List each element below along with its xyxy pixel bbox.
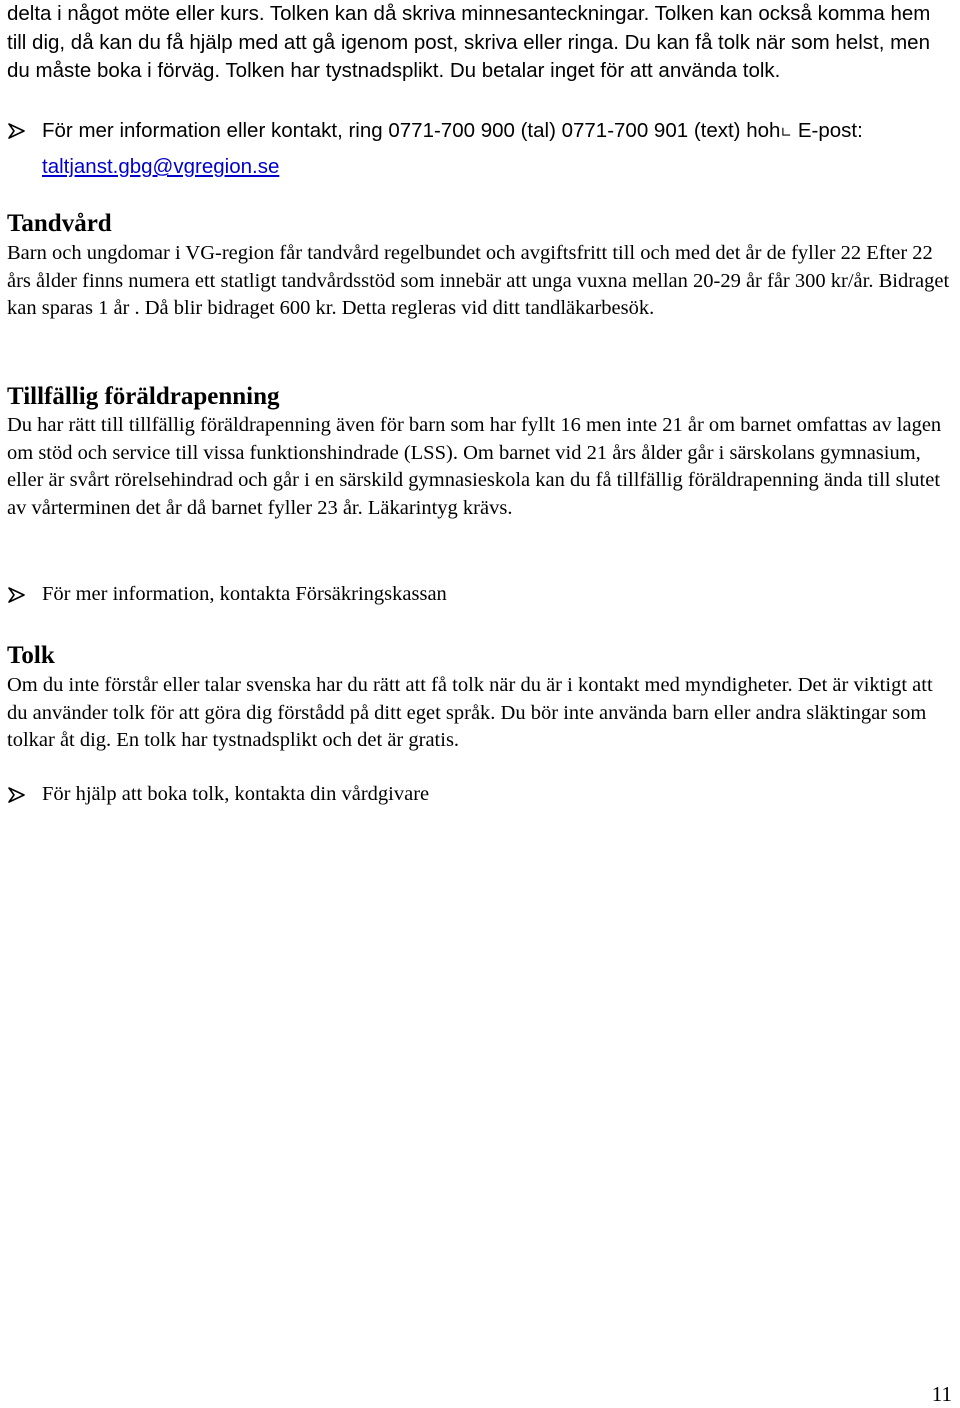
foraldrapenning-bullet [7, 578, 953, 611]
tandvard-paragraph: Barn och ungdomar i VG-region får tandvård regelbundet och avgiftsfritt till och med det år de fyller 22 Efter 22 års ålder finns numera ett statligt tandvårdsstöd som innebär att unga vuxna mellan 20-29 år får 300 kr/år. Bidraget kan sparas 1 år . Då blir bidraget 600 kr. Detta regleras vid ditt tandläkarbesök. [7, 242, 950, 319]
contact-lead: För mer information eller kontakt, ring [42, 119, 389, 142]
arrowhead-bullet-icon [7, 578, 42, 611]
section-heading-tolk: Tolk [7, 642, 55, 669]
arrowhead-bullet-icon [7, 114, 42, 183]
arrowhead-bullet-icon [7, 778, 42, 811]
tolk-bullet [7, 778, 953, 811]
email-link[interactable]: taltjanst.gbg@vgregion.se [42, 155, 280, 178]
section-heading-tandvard: Tandvård [7, 210, 112, 237]
tolk-bullet-text: För hjälp att boka tolk, kontakta din vårdgivare [42, 783, 430, 805]
contact-phone-numbers: 0771-700 900 (tal) 0771-700 901 (text) hoh [388, 119, 781, 142]
tolk-paragraph: Om du inte förstår eller talar svenska har du rätt att få tolk när du är i kontakt med myndigheter. Det är viktigt att du använder tolk för att göra dig förstådd på ditt eget språk. Du bör inte använda barn eller andra släktingar som tolkar åt dig. En tolk har tystnadsplikt och det är gratis. [7, 674, 933, 751]
page-number: 11 [931, 1382, 952, 1406]
foraldrapenning-paragraph: Du har rätt till tillfällig föräldrapenning även för barn som har fyllt 16 men inte 21 år om barnet omfattas av lagen om stöd och service till vissa funktionshindrade (LSS). Om barnet vid 21 års ålder går i särskolans gymnasium, eller är svårt rörelsehindrad och går i en särskild gymnasieskola kan du få tillfällig föräldrapenning ända till slutet av vårterminen det år då barnet fyller 23 år. Läkarintyg krävs. [7, 414, 942, 519]
foraldrapenning-bullet-text: För mer information, kontakta Försäkringskassan [42, 583, 447, 605]
contact-bullet [7, 114, 953, 183]
intro-paragraph: delta i något möte eller kurs. Tolken kan då skriva minnesanteckningar. Tolken kan också komma hem till dig, då kan du få hjälp med att gå igenom post, skriva eller ringa. Du kan få tolk när som helst, men du måste boka i förväg. Tolken har tystnadsplikt. Du betalar inget för att använda tolk. [7, 2, 931, 82]
contact-bullet-text [42, 114, 953, 183]
contact-symbol: ∟ [780, 125, 793, 141]
contact-email-label: E-post: [792, 119, 863, 142]
section-heading-foraldrapenning: Tillfällig föräldrapenning [7, 383, 280, 410]
